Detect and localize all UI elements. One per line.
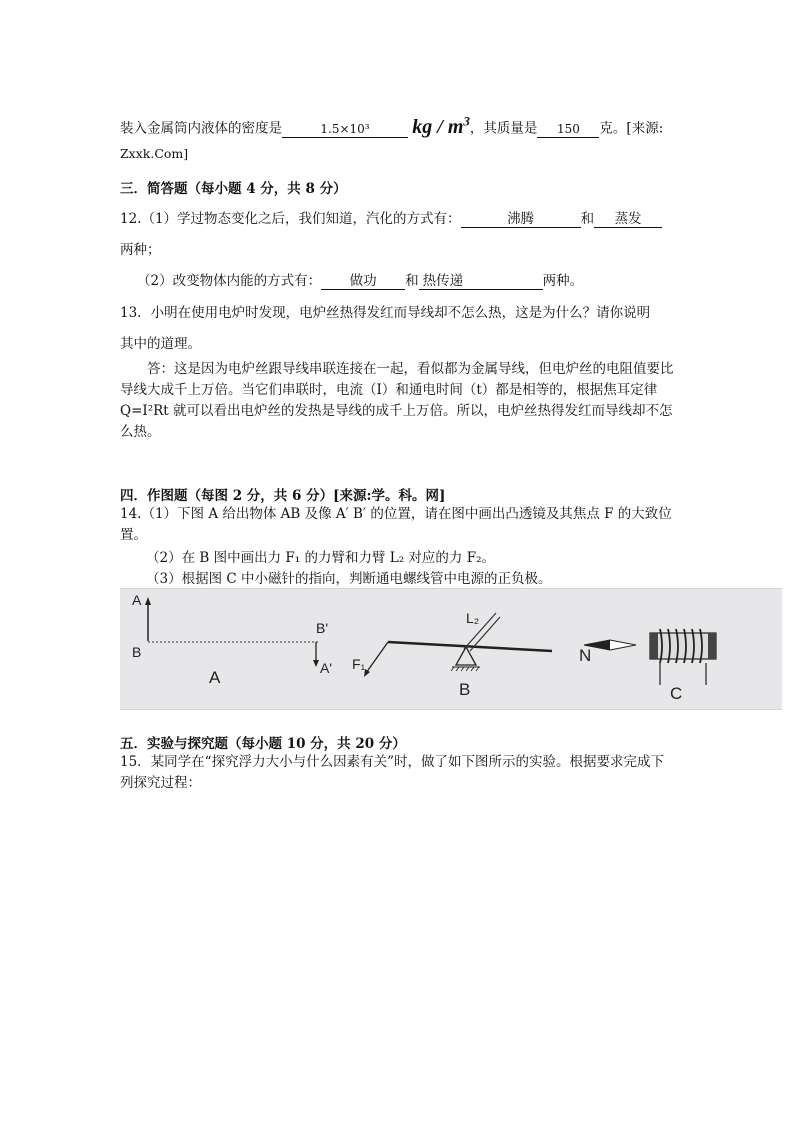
density-prefix: 装入金属筒内液体的密度是 — [120, 120, 282, 137]
q12-answer-evaporation: 蒸发 — [594, 211, 662, 228]
q13-line2: 其中的道理。 — [120, 336, 201, 352]
q13-line1: 13．小明在使用电炉时发现，电炉丝热得发红而导线却不怎么热，这是为什么？请你说明 — [120, 305, 651, 321]
q15-text: 15．某同学在“探究浮力大小与什么因素有关”时，做了如下图所示的实验。根据要求完成下列探究过程： — [120, 754, 664, 791]
figure-c — [579, 629, 716, 703]
density-unit-base: kg / m — [412, 115, 464, 138]
image-arrow-head — [313, 660, 319, 667]
label-n: N — [579, 646, 592, 665]
solenoid-end-left — [650, 633, 658, 659]
solenoid-core — [650, 633, 716, 659]
ground-hatching — [451, 667, 479, 671]
label-a: A — [132, 592, 142, 608]
q14-part1: 14.（1）下图 A 给出物体 AB 及像 A′ B′ 的位置，请在图中画出凸透镜及其焦点 F 的大致位置。 — [120, 506, 672, 543]
q12-part2-end: 两种。 — [542, 273, 584, 289]
label-f1: F₁ — [352, 656, 366, 672]
caption-a: A — [209, 668, 221, 687]
mass-label: ，其质量是 — [469, 120, 538, 137]
caption-c: C — [670, 684, 683, 703]
q12-answer-heat-transfer: 热传递 — [419, 273, 543, 290]
solenoid-end-right — [708, 633, 716, 659]
q12-part2-and: 和 — [405, 273, 419, 289]
section5-title: 五．实验与探究题（每小题 10 分，共 20 分） — [120, 736, 406, 752]
figure-abc — [120, 588, 782, 710]
q12-part1 — [120, 207, 662, 228]
label-l2: L₂ — [466, 610, 480, 626]
q12-answer-work: 做功 — [321, 273, 405, 290]
density-question-line — [120, 108, 663, 142]
section3-title: 三．简答题（每小题 4 分，共 8 分） — [120, 181, 347, 197]
q12-part1-prompt: 12.（1）学过物态变化之后，我们知道，汽化的方式有： — [120, 211, 461, 227]
figure-b — [352, 610, 552, 699]
source-tag: 克。[来源: — [599, 120, 664, 137]
q12-part2 — [137, 269, 583, 290]
density-unit — [412, 113, 470, 138]
q13-answer: 答：这是因为电炉丝跟导线串联连接在一起，看似都为金属导线，但电炉丝的电阻值要比导线大成千上万倍。当它们串联时，电流（I）和通电时间（t）都是相等的，根据焦耳定律 Q=I²Rt 就可以看出电炉丝的发热是导线的成千上万倍。所以，电炉丝热得发红而导线却不怎么热。 — [120, 361, 674, 440]
q12-part1-and: 和 — [580, 211, 595, 227]
q12-part2-prompt: （2）改变物体内能的方式有： — [137, 273, 322, 289]
label-b-prime: B' — [316, 620, 329, 636]
force-f1-line — [366, 642, 388, 673]
figure-drawing — [120, 589, 782, 709]
figure-a — [132, 592, 332, 687]
q12-answer-boiling: 沸腾 — [461, 211, 581, 228]
fulcrum-triangle — [456, 647, 476, 665]
caption-b: B — [459, 680, 471, 699]
lever-bar — [388, 642, 552, 651]
q14-part3: （3）根据图 C 中小磁针的指向，判断通电螺线管中电源的正负极。 — [146, 571, 552, 587]
mass-answer: 150 — [537, 121, 599, 138]
density-unit-exponent: 3 — [463, 113, 470, 128]
label-a-prime: A' — [320, 660, 333, 676]
density-answer: 1.5×10³ — [282, 121, 408, 138]
label-b: B — [132, 644, 142, 660]
object-arrow-head — [145, 597, 151, 605]
q14-part2: （2）在 B 图中画出力 F₁ 的力臂和力臂 L₂ 对应的力 F₂。 — [146, 550, 495, 566]
source-tag-continued: Zxxk.Com] — [120, 146, 189, 161]
section4-title: 四．作图题（每图 2 分，共 6 分）[来源:学。科。网] — [120, 488, 446, 504]
q12-part1-end: 两种； — [120, 242, 161, 258]
